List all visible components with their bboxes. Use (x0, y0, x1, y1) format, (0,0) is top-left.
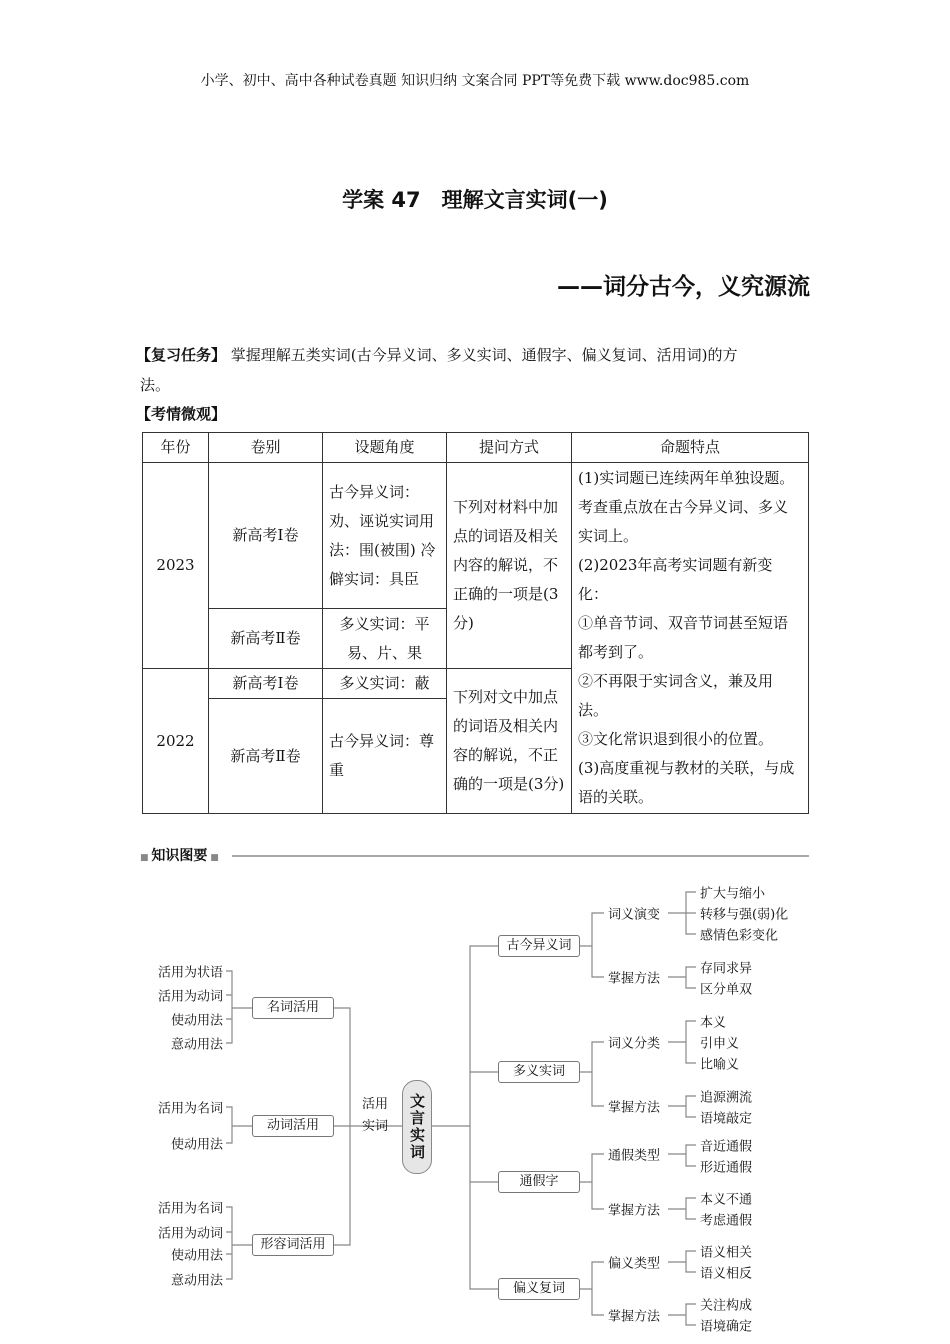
table-header: 命题特点 (572, 433, 809, 463)
mindmap-leaf: 意动用法 (170, 1037, 223, 1053)
mindmap-leaf: 引申义 (700, 1036, 740, 1052)
mindmap-leaf: 活用为名词 (157, 1101, 223, 1117)
mindmap-subnode: 掌握方法 (608, 1203, 661, 1219)
page-header: 小学、初中、高中各种试卷真题 知识归纳 文案合同 PPT等免费下载 www.doc985.com (200, 73, 750, 89)
mindmap-leaf: 考虑通假 (700, 1213, 753, 1229)
angle-cell: 多义实词：平易、片、果 (323, 609, 447, 669)
mindmap-leaf: 语义相反 (700, 1266, 753, 1282)
mindmap-leaf: 音近通假 (700, 1139, 753, 1155)
mindmap-leaf: 感情色彩变化 (700, 928, 779, 944)
angle-cell: 古今异义词：尊重 (323, 699, 447, 814)
mindmap-leaf: 存同求异 (700, 961, 753, 977)
mindmap-leaf: 语境确定 (700, 1319, 753, 1335)
table-header: 提问方式 (447, 433, 572, 463)
mindmap-leaf: 比喻义 (700, 1057, 740, 1073)
mindmap-node: 偏义复词 (498, 1278, 580, 1300)
feature-item: (1)实词题已连续两年单独设题。考查重点放在古今异义词、多义实词上。 (578, 469, 795, 545)
mindmap-node: 古今异义词 (498, 935, 580, 957)
table-header: 卷别 (209, 433, 323, 463)
section-header: ■ 知识图要 ■ (140, 848, 219, 864)
huoyong-label (362, 1094, 392, 1138)
mindmap-leaf: 使动用法 (170, 1137, 223, 1153)
paper-cell: 新高考Ⅰ卷 (209, 463, 323, 609)
question-cell: 下列对文中加点的词语及相关内容的解说，不正确的一项是(3分) (447, 669, 572, 814)
paper-cell: 新高考Ⅰ卷 (209, 669, 323, 699)
review-text: 掌握理解五类实词(古今异义词、多义实词、通假字、偏义复词、活用词)的方 (230, 346, 738, 364)
mindmap-subnode: 掌握方法 (608, 1309, 661, 1325)
mindmap-subnode: 通假类型 (608, 1148, 661, 1164)
paper-cell: 新高考Ⅱ卷 (209, 609, 323, 669)
year-cell: 2022 (143, 669, 209, 814)
mindmap-leaf: 活用为动词 (157, 1226, 223, 1242)
mindmap-node: 通假字 (498, 1171, 580, 1193)
feature-item: (2)2023年高考实词题有新变化： (578, 556, 773, 603)
page-subtitle: ——词分古今，义究源流 (557, 274, 810, 300)
mindmap-leaf: 使动用法 (170, 1248, 223, 1264)
mindmap-leaf: 追源溯流 (700, 1090, 753, 1106)
mindmap-leaf: 关注构成 (700, 1298, 753, 1314)
mindmap-leaf: 活用为名词 (157, 1201, 223, 1217)
mindmap-leaf: 意动用法 (170, 1273, 223, 1289)
mindmap-leaf: 活用为动词 (157, 989, 223, 1005)
section-title: 知识图要 (151, 848, 208, 864)
feature-item: (3)高度重视与教材的关联，与成语的关联。 (578, 759, 795, 806)
table-header: 设题角度 (323, 433, 447, 463)
page-title: 学案 47 理解文言实词(一) (342, 188, 608, 212)
table-header: 年份 (143, 433, 209, 463)
mindmap-subnode: 词义分类 (608, 1036, 661, 1052)
angle-cell: 多义实词：蔽 (323, 669, 447, 699)
mindmap-node: 多义实词 (498, 1061, 580, 1083)
feature-item: ①单音节词、双音节词甚至短语都考到了。 (578, 614, 789, 661)
review-text-cont: 法。 (140, 376, 171, 394)
year-cell: 2023 (143, 463, 209, 669)
mindmap-subnode: 词义演变 (608, 907, 661, 923)
feature-item: ③文化常识退到很小的位置。 (578, 730, 774, 748)
mindmap-subnode: 掌握方法 (608, 971, 661, 987)
huoyong-label-text: 活用实词 (362, 1097, 389, 1134)
mindmap-leaf: 扩大与缩小 (700, 886, 766, 902)
mindmap-leaf: 使动用法 (170, 1013, 223, 1029)
paper-cell: 新高考Ⅱ卷 (209, 699, 323, 814)
mindmap-leaf: 本义不通 (700, 1192, 753, 1208)
mindmap-leaf: 本义 (700, 1015, 727, 1031)
question-cell: 下列对材料中加点的词语及相关内容的解说，不正确的一项是(3分) (447, 463, 572, 669)
mindmap-leaf: 语义相关 (700, 1245, 753, 1261)
angle-cell: 古今异义词：劝、诬说实词用法：围(被围) 冷僻实词：具臣 (323, 463, 447, 609)
mindmap-leaf: 形近通假 (700, 1160, 753, 1176)
exam-label: 【考情微观】 (136, 405, 227, 423)
mindmap-leaf: 语境敲定 (700, 1111, 753, 1127)
mindmap-leaf: 活用为状语 (157, 965, 223, 981)
mindmap-subnode: 掌握方法 (608, 1100, 661, 1116)
mindmap-leaf: 区分单双 (700, 982, 753, 998)
mindmap-center-node: 文言实词 (402, 1080, 432, 1174)
mindmap-node: 名词活用 (252, 997, 334, 1019)
feature-item: ②不再限于实词含义，兼及用法。 (578, 672, 774, 719)
review-label: 【复习任务】 (136, 346, 227, 364)
mindmap-node: 形容词活用 (252, 1234, 334, 1256)
mindmap-node: 动词活用 (252, 1115, 334, 1137)
mindmap-subnode: 偏义类型 (608, 1256, 661, 1272)
mindmap-leaf: 转移与强(弱)化 (700, 907, 789, 923)
